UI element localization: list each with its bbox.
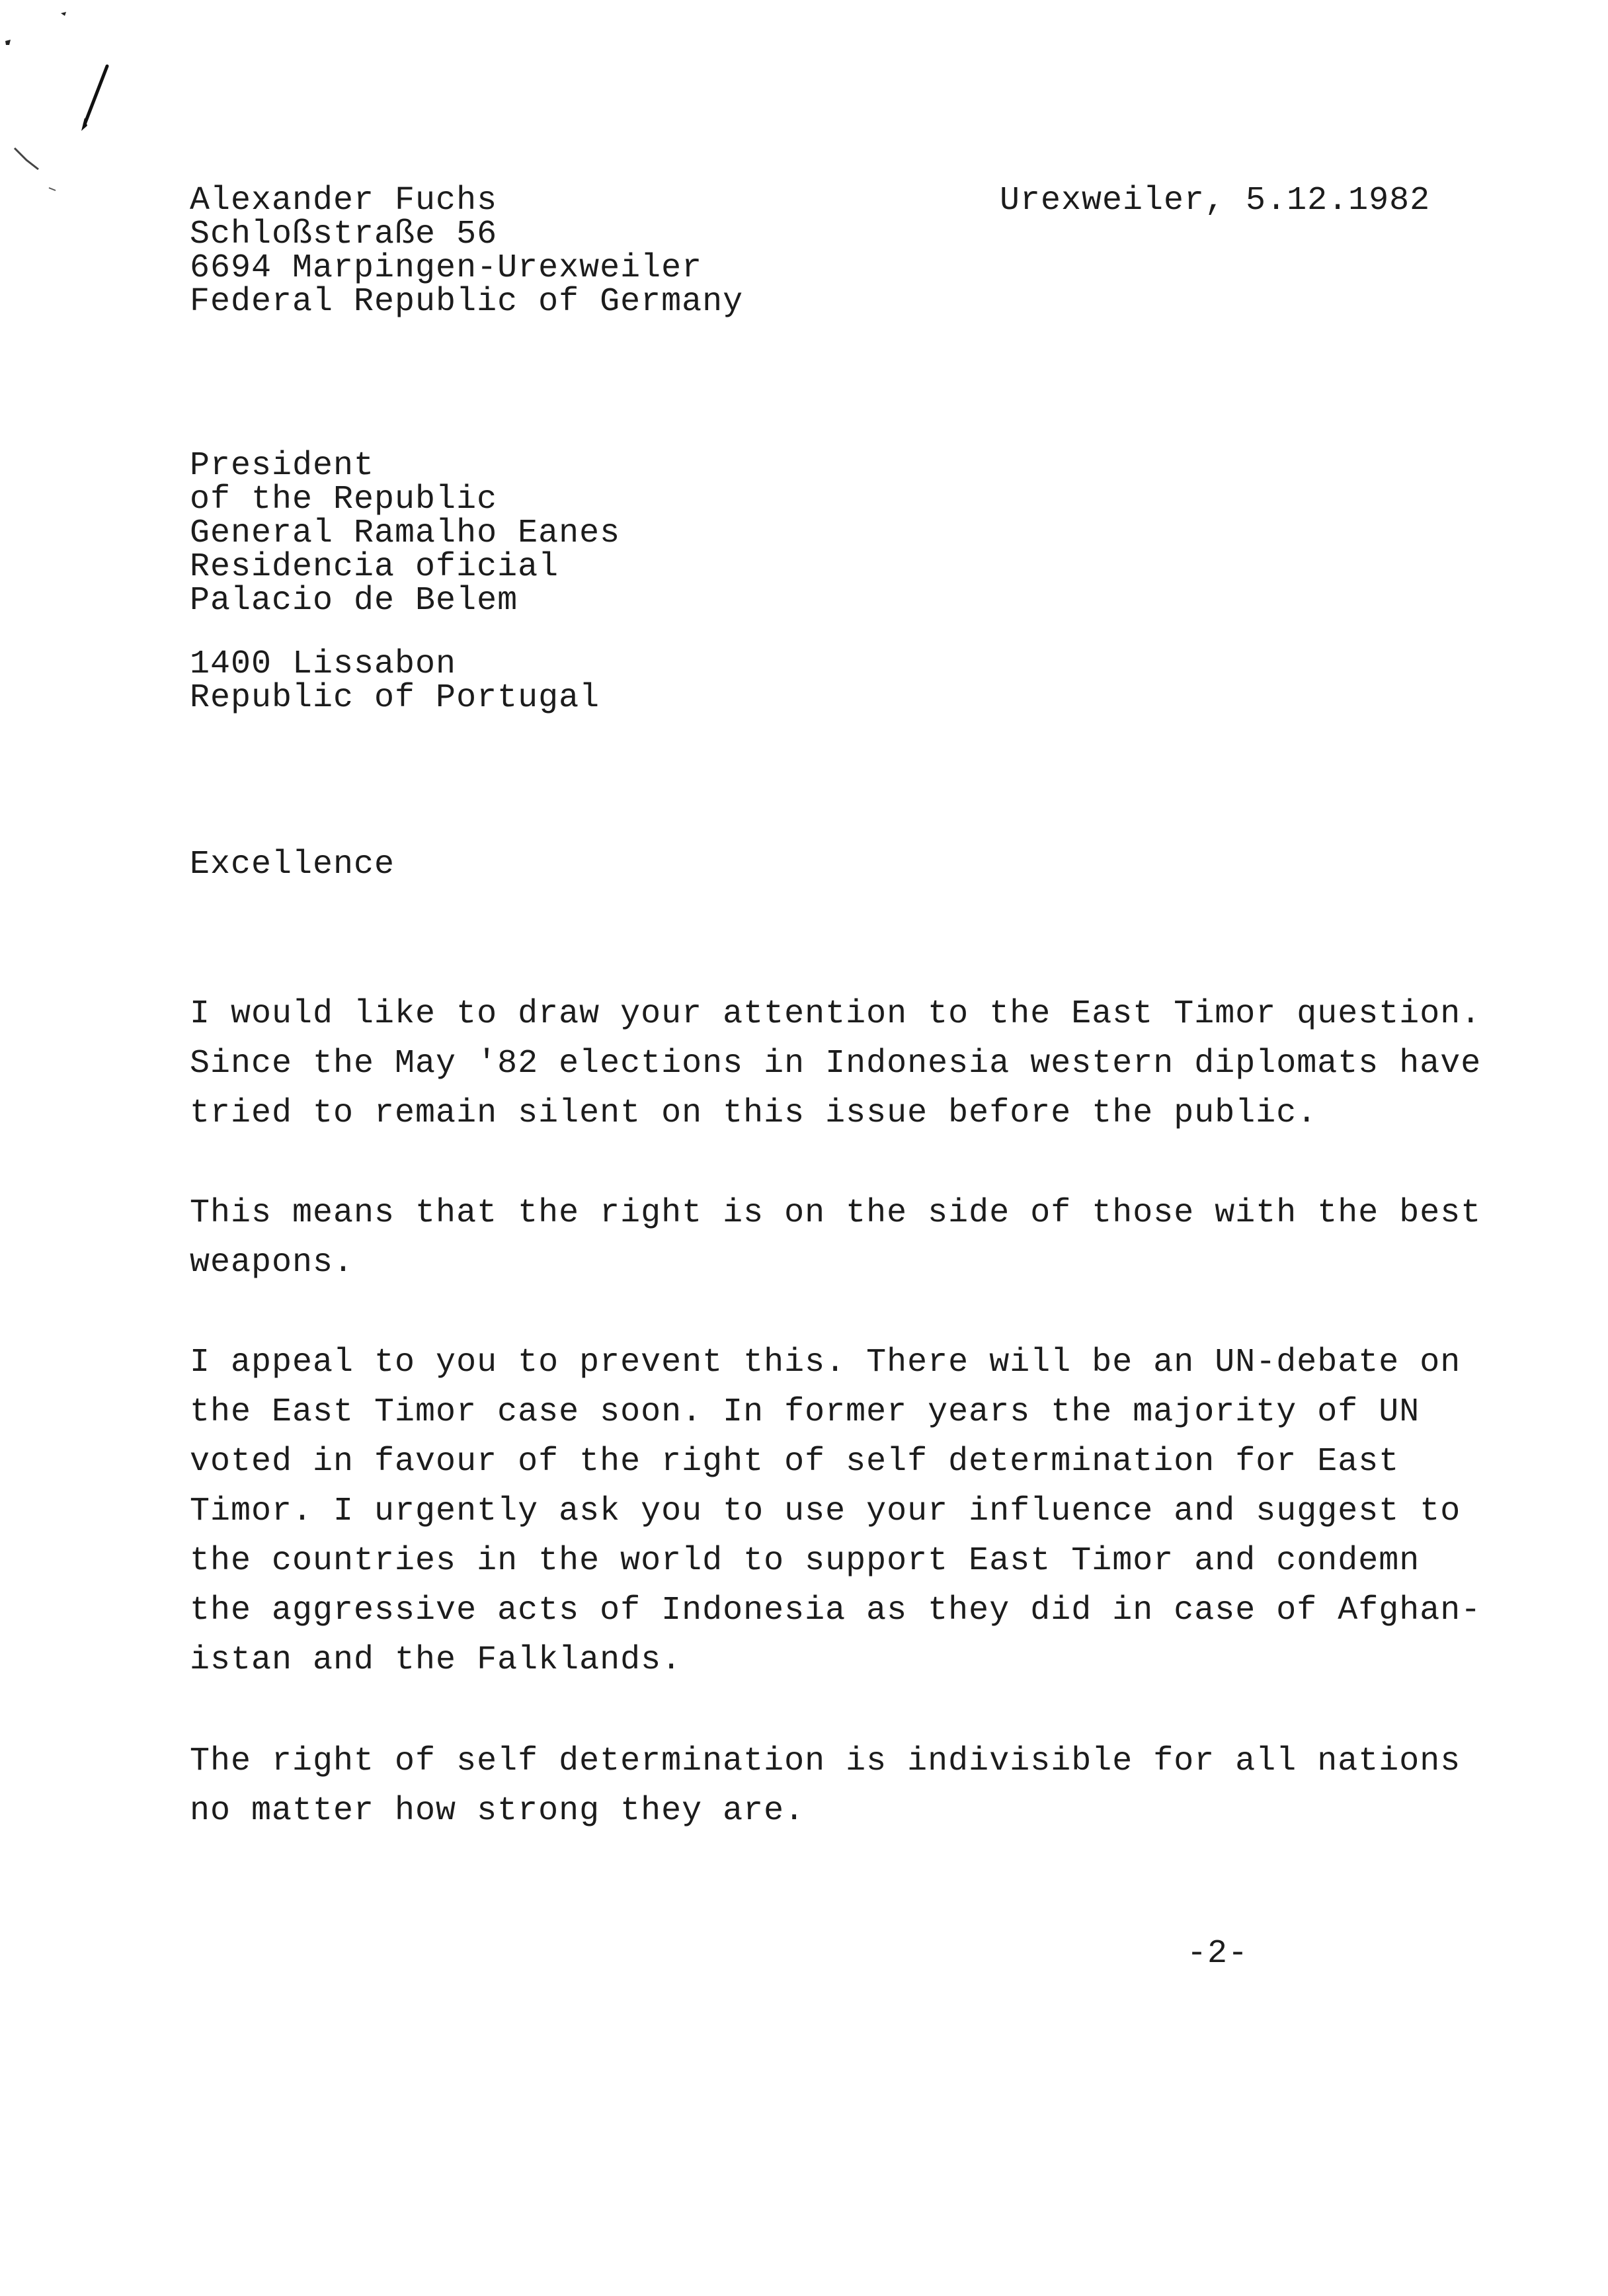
sender-address (190, 184, 743, 319)
place-date: Urexweiler, 5.12.1982 (1000, 182, 1431, 220)
body-paragraph (190, 1188, 1481, 1288)
recipient-line: of the Republic (190, 481, 498, 518)
sender-street: Schloßstraße 56 (190, 216, 498, 253)
paragraph-line: The right of self determination is indivisible for all nations (190, 1742, 1461, 1780)
pen-mark-graphic (0, 0, 132, 212)
body-paragraph (190, 1338, 1481, 1685)
page-continuation-marker: -2- (1187, 1935, 1249, 1973)
paragraph-line: no matter how strong they are. (190, 1792, 805, 1830)
recipient-country: Republic of Portugal (190, 679, 600, 717)
body-paragraph (190, 1737, 1461, 1836)
paragraph-line: the countries in the world to support East Timor and condemn (190, 1542, 1420, 1580)
sender-city: 6694 Marpingen-Urexweiler (190, 249, 703, 287)
paragraph-line: the East Timor case soon. In former years the majority of UN (190, 1393, 1420, 1431)
paragraph-line: weapons. (190, 1244, 354, 1282)
recipient-city: 1400 Lissabon (190, 645, 457, 683)
paragraph-line: tried to remain silent on this issue before the public. (190, 1094, 1318, 1132)
recipient-address (190, 447, 621, 620)
recipient-city-block (190, 645, 600, 717)
paragraph-line: I appeal to you to prevent this. There will be an UN-debate on (190, 1344, 1461, 1381)
paragraph-line: Since the May '82 elections in Indonesia western diplomats have (190, 1045, 1482, 1083)
body-paragraph (190, 989, 1481, 1138)
salutation: Excellence (190, 846, 395, 883)
paragraph-line: Timor. I urgently ask you to use your influence and suggest to (190, 1493, 1461, 1530)
sender-country: Federal Republic of Germany (190, 283, 744, 321)
recipient-line: Palacio de Belem (190, 582, 518, 620)
recipient-line: General Ramalho Eanes (190, 514, 621, 552)
paragraph-line: I would like to draw your attention to the East Timor question. (190, 995, 1482, 1033)
paragraph-line: This means that the right is on the side of those with the best (190, 1194, 1482, 1232)
paragraph-line: istan and the Falklands. (190, 1641, 682, 1679)
paragraph-line: voted in favour of the right of self determination for East (190, 1443, 1400, 1481)
recipient-line: Residencia oficial (190, 548, 559, 586)
recipient-line: President (190, 447, 375, 485)
sender-name: Alexander Fuchs (190, 182, 498, 220)
paragraph-line: the aggressive acts of Indonesia as they did in case of Afghan- (190, 1592, 1482, 1629)
